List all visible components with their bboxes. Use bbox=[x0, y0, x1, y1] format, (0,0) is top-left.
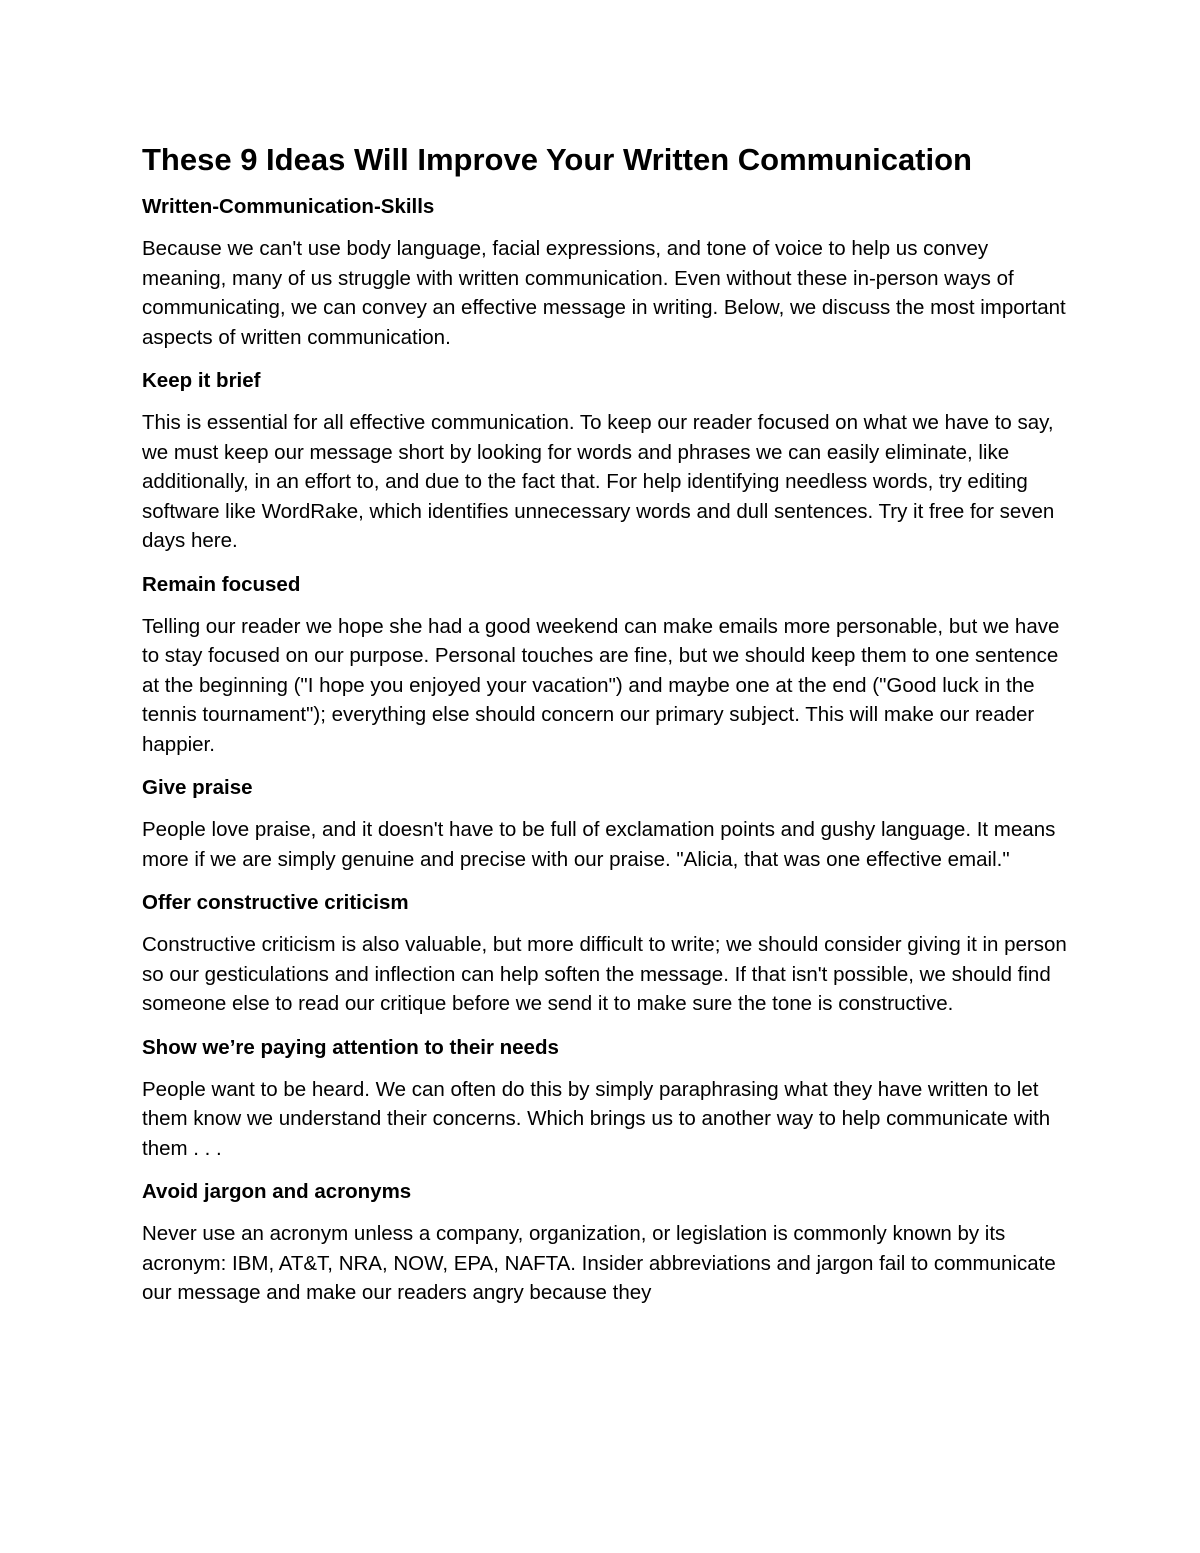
section-offer-constructive-criticism bbox=[142, 888, 1102, 1019]
section-show-paying-attention bbox=[142, 1033, 1102, 1164]
intro-paragraph: Because we can't use body language, facial expressions, and tone of voice to help us convey meaning, many of us struggle with written communication. Even without these in-person ways of communicating, we can convey an effective message in writing. Below, we discuss the most important aspects of written communication. bbox=[142, 237, 1066, 349]
section-body: Constructive criticism is also valuable, but more difficult to write; we should consider giving it in person so our gesticulations and inflection can help soften the message. If that isn't possible, we should find someone else to read our critique before we send it to make sure the tone is constructive. bbox=[142, 933, 1067, 1015]
section-heading: Offer constructive criticism bbox=[142, 891, 409, 914]
section-heading: Keep it brief bbox=[142, 369, 261, 392]
section-avoid-jargon bbox=[142, 1177, 1102, 1308]
section-body: People want to be heard. We can often do this by simply paraphrasing what they have written to let them know we understand their concerns. Which brings us to another way to help communicate with them . . . bbox=[142, 1077, 1051, 1160]
section-body: This is essential for all effective communication. To keep our reader focused on what we have to say, we must keep our message short by looking for words and phrases we can easily eliminate, like additionally, in an effort to, and due to the fact that. For help identifying needless words, try editing software like WordRake, which identifies unnecessary words and dull sentences. Try it free for seven days here. bbox=[142, 411, 1055, 552]
section-heading: Remain focused bbox=[142, 572, 301, 596]
section-heading: Give praise bbox=[142, 776, 253, 799]
section-heading: Avoid jargon and acronyms bbox=[142, 1180, 412, 1203]
section-keep-it-brief bbox=[142, 366, 1102, 556]
section-give-praise bbox=[142, 773, 1102, 874]
document-title: These 9 Ideas Will Improve Your Written Communication bbox=[142, 142, 972, 177]
document-subtitle: Written-Communication-Skills bbox=[142, 195, 435, 218]
section-body: Never use an acronym unless a company, organization, or legislation is commonly known by its acronym: IBM, AT&T, NRA, NOW, EPA, NAFTA. Insider abbreviations and jargon fail to communicate our message and make our readers angry because they bbox=[142, 1222, 1056, 1304]
section-heading: Show we’re paying attention to their needs bbox=[142, 1035, 559, 1059]
section-remain-focused bbox=[142, 570, 1102, 760]
section-body: People love praise, and it doesn't have to be full of exclamation points and gushy language. It means more if we are simply genuine and precise with our praise. "Alicia, that was one effective email." bbox=[142, 818, 1056, 871]
section-body: Telling our reader we hope she had a good weekend can make emails more personable, but we have to stay focused on our purpose. Personal touches are fine, but we should keep them to one sentence at the beginning ("I hope you enjoyed your vacation") and maybe one at the end ("Good luck in the tennis tournament"); everything else should concern our primary subject. This will make our reader happier. bbox=[142, 614, 1060, 756]
document-page bbox=[142, 138, 1102, 1322]
